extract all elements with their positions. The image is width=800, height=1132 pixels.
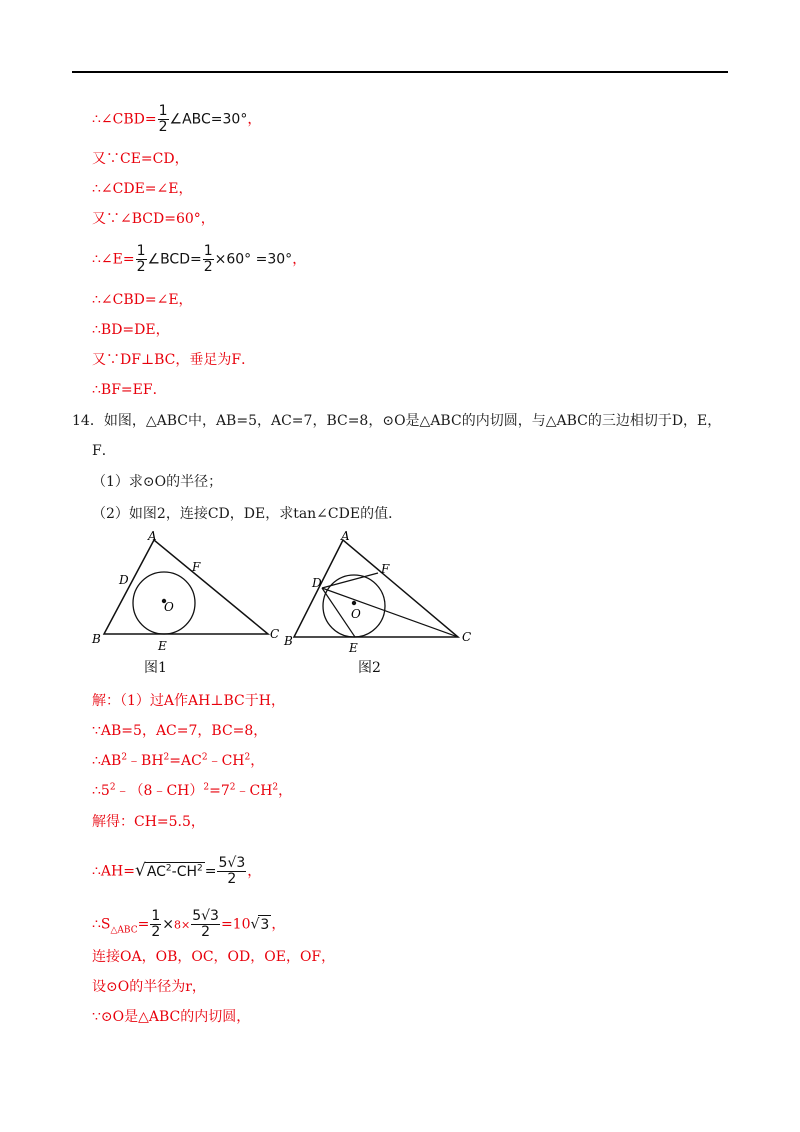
incircle: [323, 575, 385, 637]
solution-step: 连接OA，OB，OC，OD，OE，OF，: [92, 949, 336, 965]
label-O: O: [164, 600, 174, 614]
label-C: C: [270, 627, 280, 641]
radical-sign: √: [134, 860, 146, 881]
radical-sign: √: [250, 916, 260, 933]
question-1: （1）求⊙O的半径；: [92, 474, 223, 490]
solution-step: ∵⊙O是△ABC的内切圆，: [92, 1009, 251, 1025]
segment-cd: [322, 588, 458, 637]
label-B: B: [92, 632, 101, 646]
solution-step: 解：（1）过A作AH⊥BC于H，: [92, 693, 285, 709]
fraction: $\frac{5√3}{2}$: [192, 908, 219, 940]
problem-statement-cont: F．: [92, 443, 116, 459]
label-F: F: [381, 562, 390, 576]
solution-line: ∴BF=EF．: [92, 382, 167, 398]
text: ∴∠CBD=: [92, 111, 157, 128]
fraction: $\frac{1}{2}$: [203, 243, 213, 275]
radicand: $AC^2-CH^2$: [146, 862, 203, 880]
center-point: [352, 601, 356, 605]
solution-line-cbd: ∴∠CBD= $\frac{1}{2}$ ∠ABC=30°，: [92, 103, 262, 135]
fraction: $\frac{1}{2}$: [158, 103, 168, 135]
figure-1-caption: 图1: [144, 660, 167, 676]
fraction: $\frac{1}{2}$: [151, 908, 161, 940]
label-D: D: [119, 573, 129, 587]
solution-step: 解得：CH=5.5，: [92, 814, 205, 830]
label-E: E: [158, 639, 167, 653]
solution-line: ∴BD=DE，: [92, 322, 170, 338]
figure-2: [278, 528, 478, 653]
label-A: A: [148, 529, 157, 543]
label-F: F: [192, 560, 201, 574]
solution-step-ah: $\therefore AH=√AC^2-CH^2$ = $\frac{5√3}{2}$ ，: [92, 855, 262, 887]
label-C: C: [462, 630, 472, 644]
triangle-abc: [104, 540, 268, 634]
label-B: B: [284, 634, 293, 648]
question-2: （2）如图2，连接CD，DE，求tan∠CDE的值．: [92, 506, 403, 522]
solution-step: 设⊙O的半径为r，: [92, 979, 206, 995]
problem-statement: 14．如图，△ABC中，AB=5，AC=7，BC=8，⊙O是△ABC的内切圆，与△ABC的三边相切于D，E，: [72, 413, 722, 429]
solution-step: ∵AB=5，AC=7，BC=8，: [92, 723, 268, 739]
label-E: E: [349, 641, 358, 653]
label-A: A: [341, 529, 350, 543]
math-text: ∠ABC=30°: [169, 111, 248, 128]
figure-2-caption: 图2: [358, 660, 381, 676]
solution-step-area: $\therefore S_{\triangle ABC}=$ $\frac{1}{2}$ ×8× $\frac{5√3}{2}$ =10√3 ，: [92, 908, 286, 940]
fraction: $\frac{5√3}{2}$: [218, 855, 246, 887]
figure-1: [88, 528, 288, 653]
label-O: O: [351, 607, 361, 621]
solution-line: 又∵∠BCD=60°，: [92, 211, 215, 227]
solution-line: ∴∠CBD=∠E，: [92, 292, 193, 308]
solution-step-pythag: $\therefore AB^2﹣BH^2=AC^2﹣CH^2$，: [92, 752, 265, 769]
solution-line: ∴∠CDE=∠E，: [92, 181, 193, 197]
solution-line-e: ∴∠E= $\frac{1}{2}$ ∠BCD= $\frac{1}{2}$ ×60° =30°，: [92, 243, 307, 275]
solution-line: 又∵CE=CD，: [92, 151, 189, 167]
fraction: $\frac{1}{2}$: [136, 243, 146, 275]
header-rule: [72, 71, 728, 73]
label-D: D: [312, 576, 322, 590]
solution-line: 又∵DF⊥BC，垂足为F．: [92, 352, 256, 368]
solution-step-substitute: $\therefore 5^2﹣(8﹣CH)^2=7^2﹣CH^2$，: [92, 782, 293, 799]
